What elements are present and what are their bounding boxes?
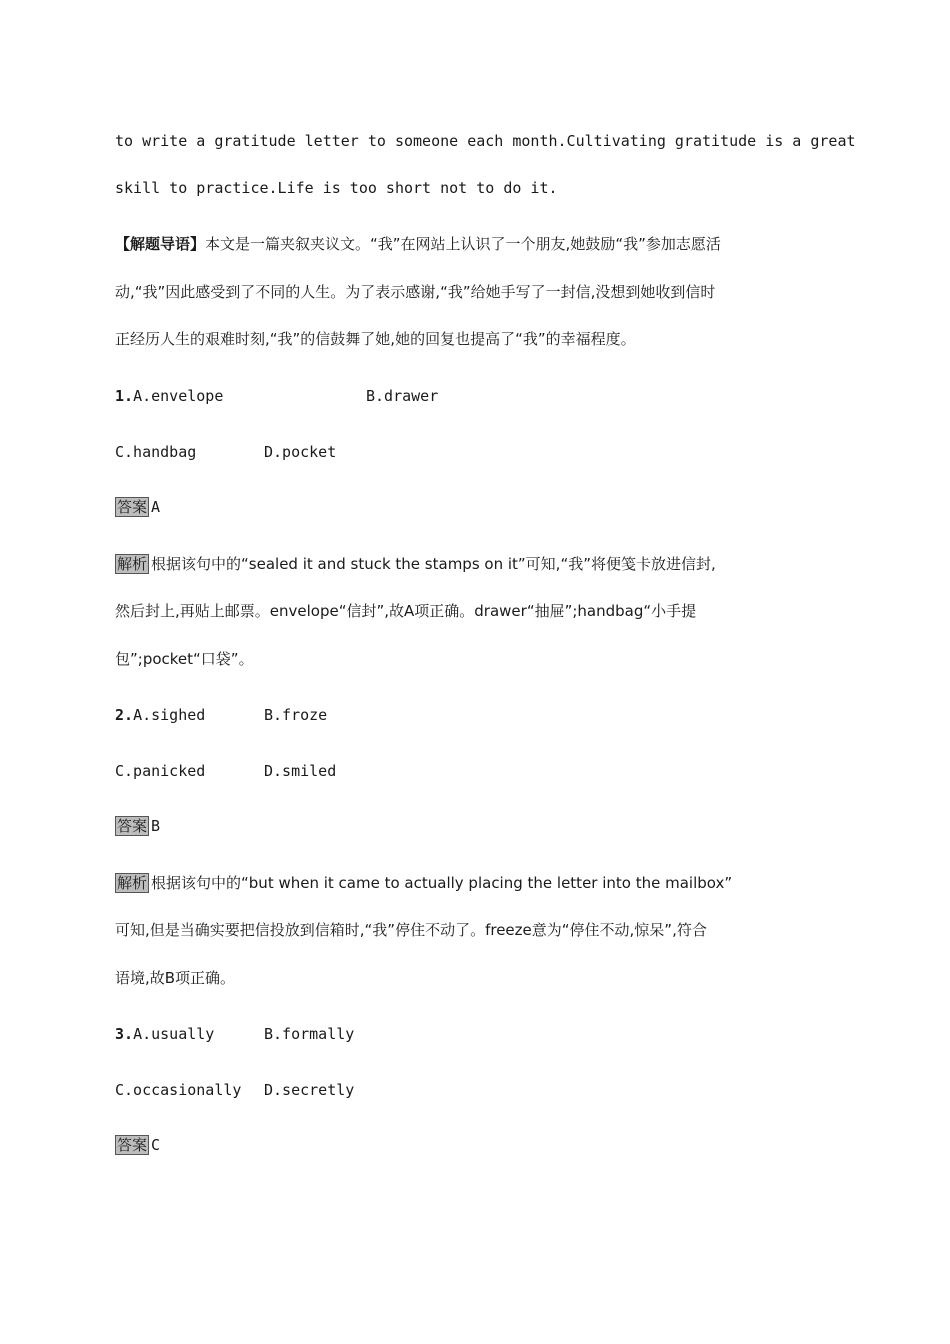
q3-answer-row [115,1135,160,1155]
q1-analysis-line-3: 包”;pocket“口袋”。 [115,650,254,668]
q3-number: 3. [115,1025,134,1043]
q2-option-b: B.froze [264,706,328,724]
q1-answer-row [115,497,160,517]
q1-analysis-text-1: 根据该句中的“sealed it and stuck the stamps on it”可知,“我”将便笺卡放进信封, [151,555,716,573]
q3-options-row-1 [115,1024,214,1044]
guide-line-1 [115,234,721,254]
passage-line-2: skill to practice.Life is too short not to do it. [115,179,558,197]
q3-answer: C [151,1136,161,1154]
guide-line-3: 正经历人生的艰难时刻,“我”的信鼓舞了她,她的回复也提高了“我”的幸福程度。 [115,330,636,348]
answer-tag: 答案 [117,817,148,835]
q2-options-row-1 [115,705,205,725]
q1-option-d: D.pocket [264,443,337,461]
q2-analysis-line-2: 可知,但是当确实要把信投放到信箱时,“我”停住不动了。freeze意为“停住不动,惊呆”,符合 [115,921,707,939]
q1-option-c: C.handbag [115,443,197,461]
q2-option-d: D.smiled [264,762,337,780]
q3-option-d: D.secretly [264,1081,355,1099]
q1-answer: A [151,498,161,516]
q2-analysis-line-1 [115,873,732,893]
passage-line-1: to write a gratitude letter to someone each month.Cultivating gratitude is a great [115,132,856,150]
q2-answer-row [115,816,160,836]
q2-number: 2. [115,706,134,724]
analysis-tag: 解析 [117,555,148,573]
q3-option-b: B.formally [264,1025,355,1043]
q2-analysis-text-1: 根据该句中的“but when it came to actually placing the letter into the mailbox” [151,874,733,892]
q1-options-row-1 [115,386,223,406]
q1-number: 1. [115,387,134,405]
q1-analysis-line-2: 然后封上,再贴上邮票。envelope“信封”,故A项正确。drawer“抽屉”;handbag“小手提 [115,602,697,620]
q2-analysis-line-3: 语境,故B项正确。 [115,969,236,987]
q2-answer: B [151,817,161,835]
q1-analysis-line-1 [115,554,716,574]
q2-option-a: A.sighed [133,706,206,724]
answer-tag: 答案 [117,498,148,516]
guide-label: 【解题导语】 [115,235,206,253]
q1-option-a: A.envelope [133,387,224,405]
q3-option-c: C.occasionally [115,1081,242,1099]
q1-option-b: B.drawer [366,387,439,405]
q3-option-a: A.usually [133,1025,215,1043]
q2-option-c: C.panicked [115,762,206,780]
answer-tag: 答案 [117,1136,148,1154]
guide-line-2: 动,“我”因此感受到了不同的人生。为了表示感谢,“我”给她手写了一封信,没想到她收到信时 [115,283,716,301]
guide-text-1: 本文是一篇夹叙夹议文。“我”在网站上认识了一个朋友,她鼓励“我”参加志愿活 [205,235,721,253]
analysis-tag: 解析 [117,874,148,892]
